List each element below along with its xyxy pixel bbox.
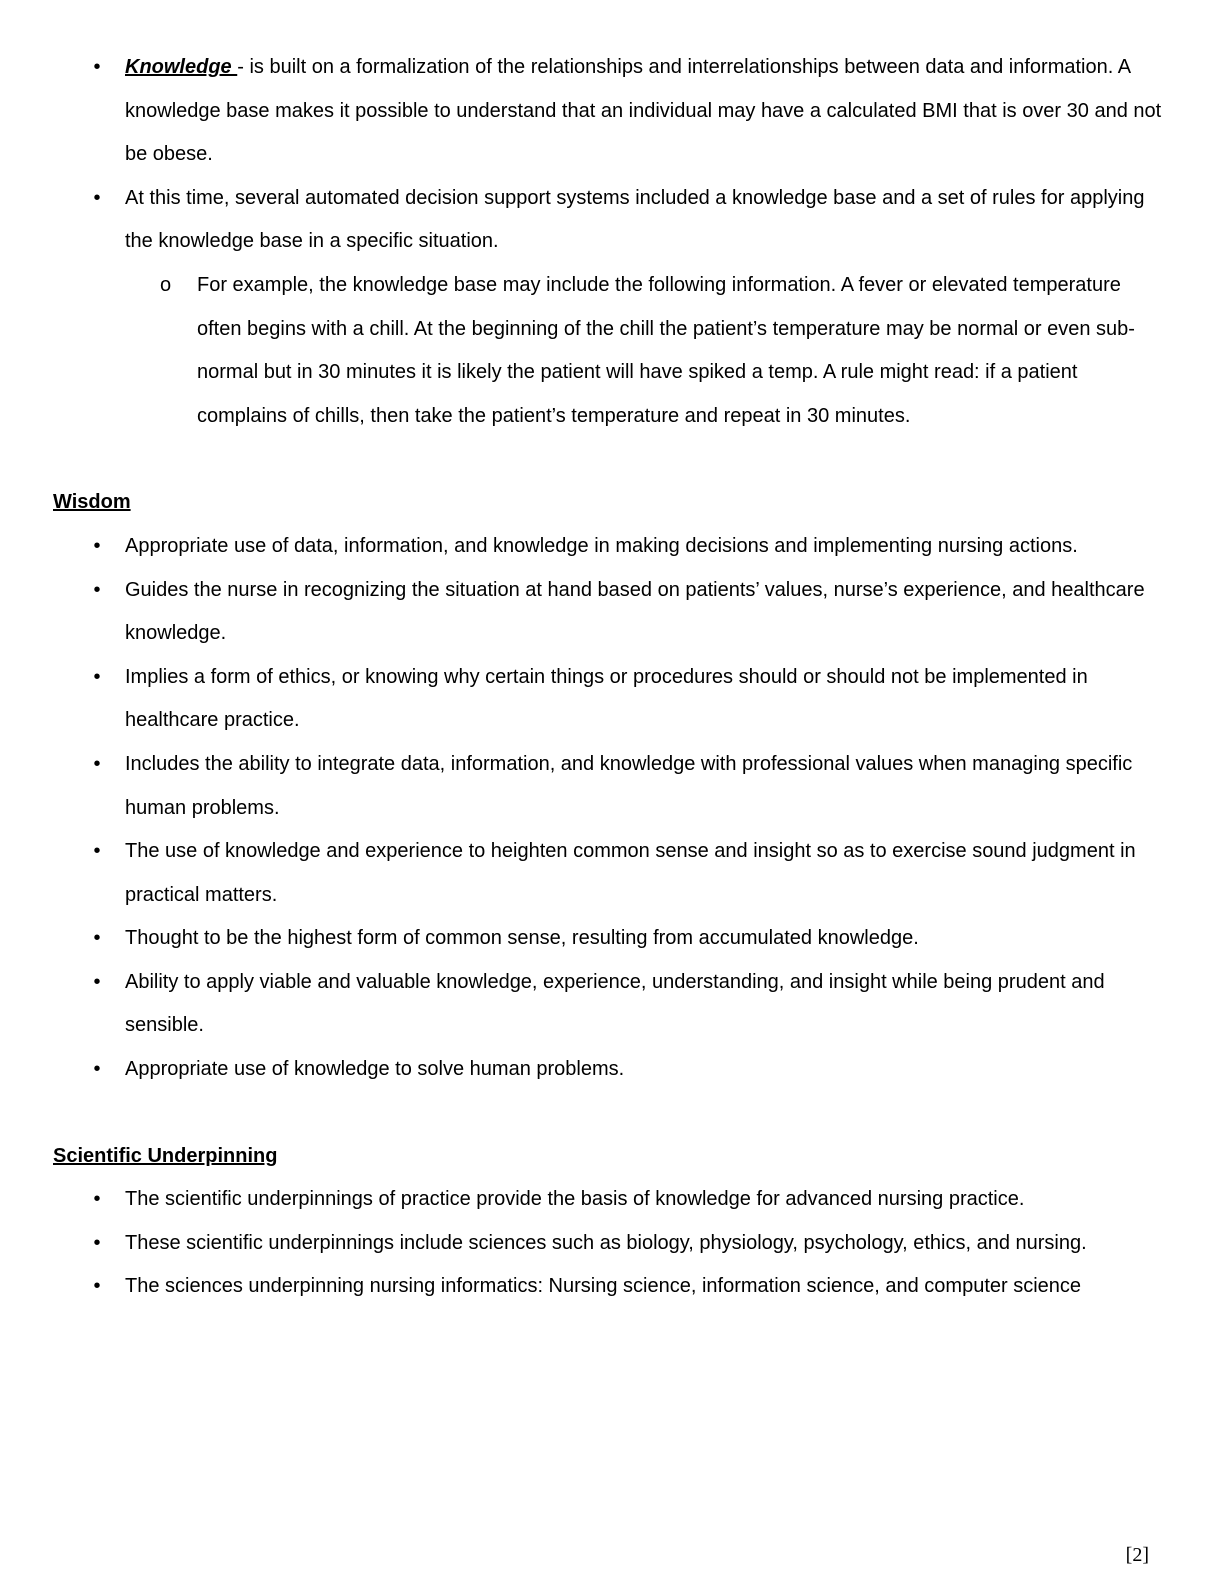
sub-list-item-text: For example, the knowledge base may include the following information. A fever or elevated temperature often begins with a chill. At the beginning of the chill the patient’s temperature may be normal or even sub-normal but in 30 minutes it is likely the patient will have spiked a temp. A rule might read: if a patient complains of chills, then take the patient’s temperature and repeat in 30 minutes. bbox=[197, 273, 1135, 427]
scientific-list bbox=[53, 1178, 1163, 1309]
list-item-text: Includes the ability to integrate data, information, and knowledge with professional values when managing specific human problems. bbox=[125, 752, 1133, 819]
bullet-marker: • bbox=[93, 1231, 101, 1254]
list-item bbox=[53, 743, 1163, 830]
page-content bbox=[53, 46, 1163, 1309]
sub-list-item bbox=[125, 264, 1163, 438]
bullet-marker: • bbox=[93, 1058, 101, 1081]
list-item-text: Thought to be the highest form of common sense, resulting from accumulated knowledge. bbox=[125, 927, 919, 950]
list-item bbox=[53, 917, 1163, 961]
sub-list bbox=[125, 264, 1163, 438]
list-item bbox=[53, 525, 1163, 569]
bullet-marker: • bbox=[93, 970, 101, 993]
bullet-marker: • bbox=[93, 1275, 101, 1298]
scientific-underpinning-heading: Scientific Underpinning bbox=[53, 1144, 278, 1167]
list-item-text: Appropriate use of data, information, and knowledge in making decisions and implementing nursing actions. bbox=[125, 534, 1078, 557]
bullet-marker: • bbox=[93, 56, 101, 78]
bullet-marker: • bbox=[93, 1188, 101, 1211]
bullet-marker: • bbox=[93, 665, 101, 688]
wisdom-heading: Wisdom bbox=[53, 491, 131, 514]
list-item-text: Guides the nurse in recognizing the situation at hand based on patients’ values, nurse’s experience, and healthcare knowledge. bbox=[125, 578, 1145, 645]
list-item-text: Implies a form of ethics, or knowing why certain things or procedures should or should not be implemented in healthcare practice. bbox=[125, 665, 1088, 732]
bullet-marker: • bbox=[93, 534, 101, 557]
list-item bbox=[53, 1222, 1163, 1266]
list-item bbox=[53, 46, 1163, 177]
bullet-marker: • bbox=[93, 752, 101, 775]
list-item-text: The use of knowledge and experience to heighten common sense and insight so as to exercise sound judgment in practical matters. bbox=[125, 840, 1136, 906]
list-item-text: - is built on a formalization of the relationships and interrelationships between data and information. A knowledge base makes it possible to understand that an individual may have a calculated BMI that is over 30 and not be obese. bbox=[125, 56, 1162, 166]
intro-list bbox=[53, 46, 1163, 438]
page-number: [2] bbox=[1125, 1544, 1149, 1566]
list-item-text: Appropriate use of knowledge to solve human problems. bbox=[125, 1058, 625, 1081]
list-item bbox=[53, 830, 1163, 917]
list-item bbox=[53, 961, 1163, 1048]
knowledge-term: Knowledge bbox=[125, 56, 238, 78]
bullet-marker: • bbox=[93, 840, 101, 863]
list-item bbox=[53, 656, 1163, 743]
sub-bullet-marker: o bbox=[160, 273, 172, 296]
list-item-text: Ability to apply viable and valuable knowledge, experience, understanding, and insight while being prudent and sensible. bbox=[125, 970, 1105, 1037]
bullet-marker: • bbox=[93, 578, 101, 601]
list-item bbox=[53, 177, 1163, 439]
list-item-text: These scientific underpinnings include sciences such as biology, physiology, psychology, ethics, and nursing. bbox=[125, 1231, 1087, 1254]
list-item-text: The scientific underpinnings of practice provide the basis of knowledge for advanced nursing practice. bbox=[125, 1188, 1025, 1211]
list-item bbox=[53, 1048, 1163, 1092]
list-item-text: At this time, several automated decision support systems included a knowledge base and a set of rules for applying the knowledge base in a specific situation. bbox=[125, 186, 1145, 253]
list-item-text: The sciences underpinning nursing informatics: Nursing science, information science, and computer science bbox=[125, 1275, 1082, 1298]
bullet-marker: • bbox=[93, 927, 101, 950]
list-item bbox=[53, 1265, 1163, 1309]
bullet-marker: • bbox=[93, 186, 101, 209]
wisdom-list bbox=[53, 525, 1163, 1092]
list-item bbox=[53, 569, 1163, 656]
list-item bbox=[53, 1178, 1163, 1222]
